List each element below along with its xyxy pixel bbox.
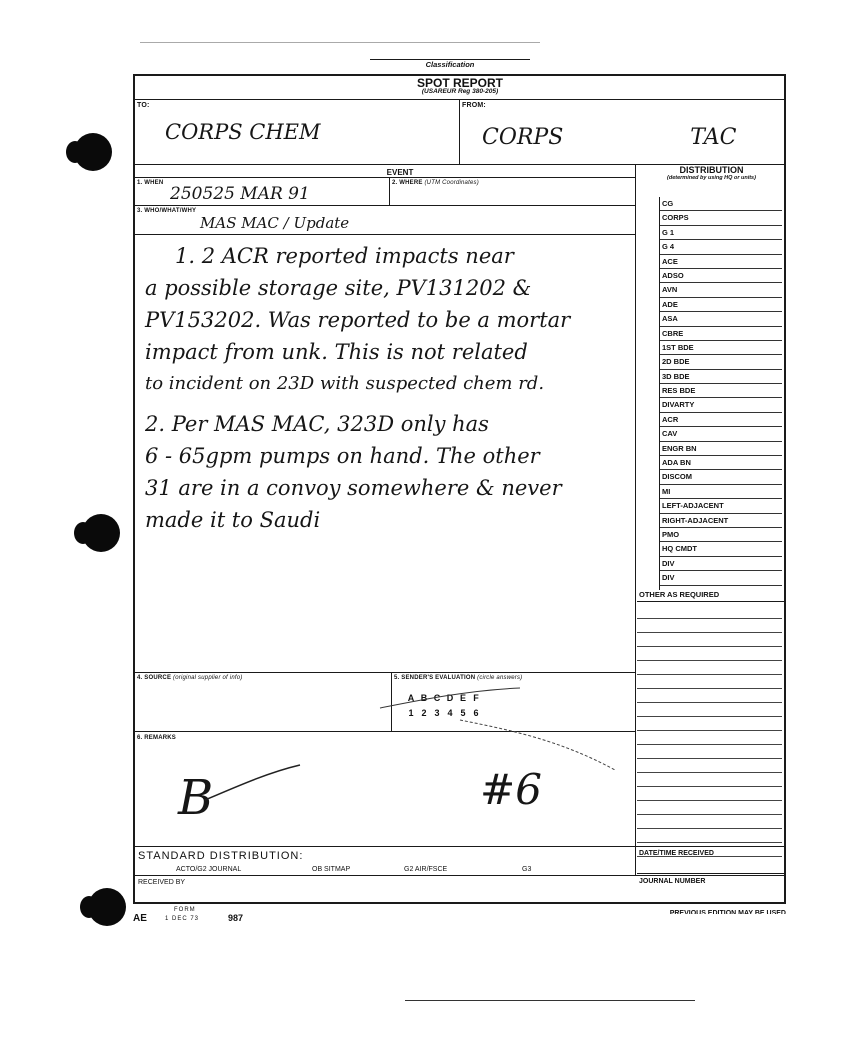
std-item-g2air: G2 AIR/FSCE xyxy=(404,866,448,873)
distribution-item[interactable]: DIV xyxy=(660,557,782,571)
narrative-line: a possible storage site, PV131202 & xyxy=(145,276,532,300)
eval-letter[interactable]: D xyxy=(446,693,455,703)
eval-letter[interactable]: E xyxy=(459,693,467,703)
punch-hole-bottom xyxy=(88,888,126,926)
to-value: CORPS CHEM xyxy=(165,120,321,144)
previous-edition-note: PREVIOUS EDITION MAY BE USED xyxy=(669,910,786,914)
when-value: 250525 MAR 91 xyxy=(170,184,310,204)
to-from-vertical xyxy=(459,99,460,164)
narrative-line: made it to Saudi xyxy=(145,508,321,532)
when-where-vertical xyxy=(389,177,390,205)
form-prefix: AE xyxy=(133,913,147,924)
distribution-item[interactable]: RIGHT-ADJACENT xyxy=(660,514,782,528)
narrative-line: 31 are in a convoy somewhere & never xyxy=(145,476,562,500)
who-value: MAS MAC / Update xyxy=(200,214,350,232)
std-dist-bottom xyxy=(133,875,786,876)
journal-divider xyxy=(637,873,786,874)
blank-line[interactable] xyxy=(637,787,782,801)
blank-line[interactable] xyxy=(637,759,782,773)
scan-noise-top xyxy=(140,42,540,43)
distribution-item[interactable]: ADSO xyxy=(660,269,782,283)
distribution-item[interactable]: CAV xyxy=(660,427,782,441)
blank-line[interactable] xyxy=(637,815,782,829)
source-note: (original supplier of info) xyxy=(173,675,243,681)
distribution-item[interactable]: HQ CMDT xyxy=(660,542,782,556)
distribution-item[interactable]: 3D BDE xyxy=(660,370,782,384)
blank-line[interactable] xyxy=(637,647,782,661)
narrative-line: 1. 2 ACR reported impacts near xyxy=(175,244,514,268)
narrative-line: PV153202. Was reported to be a mortar xyxy=(145,308,571,332)
remarks-stroke xyxy=(200,760,310,810)
where-label xyxy=(392,180,479,186)
blank-line[interactable] xyxy=(637,675,782,689)
journal-number-label: JOURNAL NUMBER xyxy=(639,878,706,885)
distribution-item[interactable]: DIV xyxy=(660,571,782,585)
remarks-mark-left: B xyxy=(178,770,214,826)
date-time-received-label: DATE/TIME RECEIVED xyxy=(639,850,714,857)
standard-distribution-label: STANDARD DISTRIBUTION: xyxy=(138,850,304,862)
from-value: CORPS TAC xyxy=(482,125,737,150)
narrative-line: impact from unk. This is not related xyxy=(145,340,528,364)
where-note: (UTM Coordinates) xyxy=(424,180,479,186)
blank-line[interactable] xyxy=(637,731,782,745)
distribution-item[interactable]: MI xyxy=(660,485,782,499)
from-label: FROM: xyxy=(462,102,486,109)
event-heading: EVENT xyxy=(386,168,414,177)
form-word: FORM xyxy=(174,907,196,913)
narrative-line: to incident on 23D with suspected chem rd. xyxy=(145,373,545,394)
eval-number[interactable]: 1 xyxy=(408,708,415,718)
eval-number[interactable]: 2 xyxy=(421,708,428,718)
classification-rule xyxy=(370,59,530,60)
who-divider xyxy=(133,234,635,235)
blank-line[interactable] xyxy=(637,619,782,633)
form-regulation: (USAREUR Reg 380-205) xyxy=(421,88,499,95)
event-divider xyxy=(133,177,635,178)
distribution-vertical xyxy=(635,164,636,875)
distribution-item[interactable]: ADA BN xyxy=(660,456,782,470)
blank-line[interactable] xyxy=(637,633,782,647)
distribution-item[interactable]: ENGR BN xyxy=(660,442,782,456)
distribution-item[interactable]: PMO xyxy=(660,528,782,542)
blank-line[interactable] xyxy=(637,605,782,619)
when-divider xyxy=(133,205,635,206)
blank-line[interactable] xyxy=(637,703,782,717)
other-required-lines xyxy=(637,605,782,857)
blank-line[interactable] xyxy=(637,773,782,787)
received-by-label: RECEIVED BY xyxy=(138,879,186,886)
source-label xyxy=(137,675,242,681)
distribution-item[interactable]: CORPS xyxy=(660,211,782,225)
when-label: 1. WHEN xyxy=(137,180,164,186)
blank-line[interactable] xyxy=(637,745,782,759)
distribution-item[interactable]: DISCOM xyxy=(660,470,782,484)
eval-letter[interactable]: B xyxy=(420,693,429,703)
other-required-divider xyxy=(637,601,786,602)
punch-hole-top xyxy=(74,133,112,171)
distribution-title: DISTRIBUTION xyxy=(679,165,744,175)
eval-letter[interactable]: C xyxy=(433,693,442,703)
scan-noise-bottom xyxy=(405,1000,695,1001)
distribution-item[interactable]: ASA xyxy=(660,312,782,326)
std-item-journal: ACTO/G2 JOURNAL xyxy=(176,866,242,873)
eval-number[interactable]: 5 xyxy=(460,708,467,718)
remarks-label: 6. REMARKS xyxy=(137,735,177,741)
to-label: TO: xyxy=(137,102,150,109)
blank-line[interactable] xyxy=(637,689,782,703)
narrative-line: 6 - 65gpm pumps on hand. The other xyxy=(145,444,540,468)
classification-label: Classification xyxy=(425,60,475,69)
punch-hole-middle xyxy=(82,514,120,552)
narrative-bottom xyxy=(133,672,635,673)
where-label-text: 2. WHERE xyxy=(392,180,423,186)
remarks-mark-right: #6 xyxy=(480,765,542,814)
narrative-line xyxy=(145,400,633,408)
distribution-item[interactable]: ACE xyxy=(660,255,782,269)
distribution-subtitle: (determined by using HQ or units) xyxy=(667,175,756,181)
narrative xyxy=(145,240,633,536)
evaluation-label-text: 5. SENDER'S EVALUATION xyxy=(394,675,476,681)
narrative-line: 2. Per MAS MAC, 323D only has xyxy=(145,412,489,436)
distribution-item[interactable]: RES BDE xyxy=(660,384,782,398)
distribution-item[interactable]: DIVARTY xyxy=(660,398,782,412)
who-label: 3. WHO/WHAT/WHY xyxy=(137,208,197,214)
distribution-item[interactable]: 1ST BDE xyxy=(660,341,782,355)
blank-line[interactable] xyxy=(637,661,782,675)
distribution-item[interactable]: 2D BDE xyxy=(660,355,782,369)
form-number: 987 xyxy=(228,913,244,923)
distribution-item[interactable]: ADE xyxy=(660,298,782,312)
blank-line[interactable] xyxy=(637,717,782,731)
distribution-list xyxy=(660,197,782,586)
distribution-item[interactable]: G 4 xyxy=(660,240,782,254)
eval-number[interactable]: 6 xyxy=(473,708,480,718)
distribution-item[interactable]: ACR xyxy=(660,413,782,427)
distribution-item[interactable]: CG xyxy=(660,197,782,211)
eval-number[interactable]: 4 xyxy=(447,708,454,718)
form-date: 1 DEC 73 xyxy=(165,916,200,922)
evaluation-note: (circle answers) xyxy=(477,675,523,681)
eval-number[interactable]: 3 xyxy=(434,708,441,718)
distribution-item[interactable]: LEFT-ADJACENT xyxy=(660,499,782,513)
blank-line[interactable] xyxy=(637,801,782,815)
blank-line[interactable] xyxy=(637,829,782,843)
std-item-g3: G3 xyxy=(522,866,532,873)
distribution-item[interactable]: CBRE xyxy=(660,327,782,341)
std-item-sitmap: OB SITMAP xyxy=(312,866,351,873)
distribution-item[interactable]: G 1 xyxy=(660,226,782,240)
form-title: SPOT REPORT xyxy=(416,76,503,90)
source-label-text: 4. SOURCE xyxy=(137,675,172,681)
other-as-required: OTHER AS REQUIRED xyxy=(639,590,720,599)
eval-letter[interactable]: F xyxy=(473,693,480,703)
evaluation-pen-strokes xyxy=(360,680,620,770)
eval-letter[interactable]: A xyxy=(407,693,416,703)
distribution-item[interactable]: AVN xyxy=(660,283,782,297)
